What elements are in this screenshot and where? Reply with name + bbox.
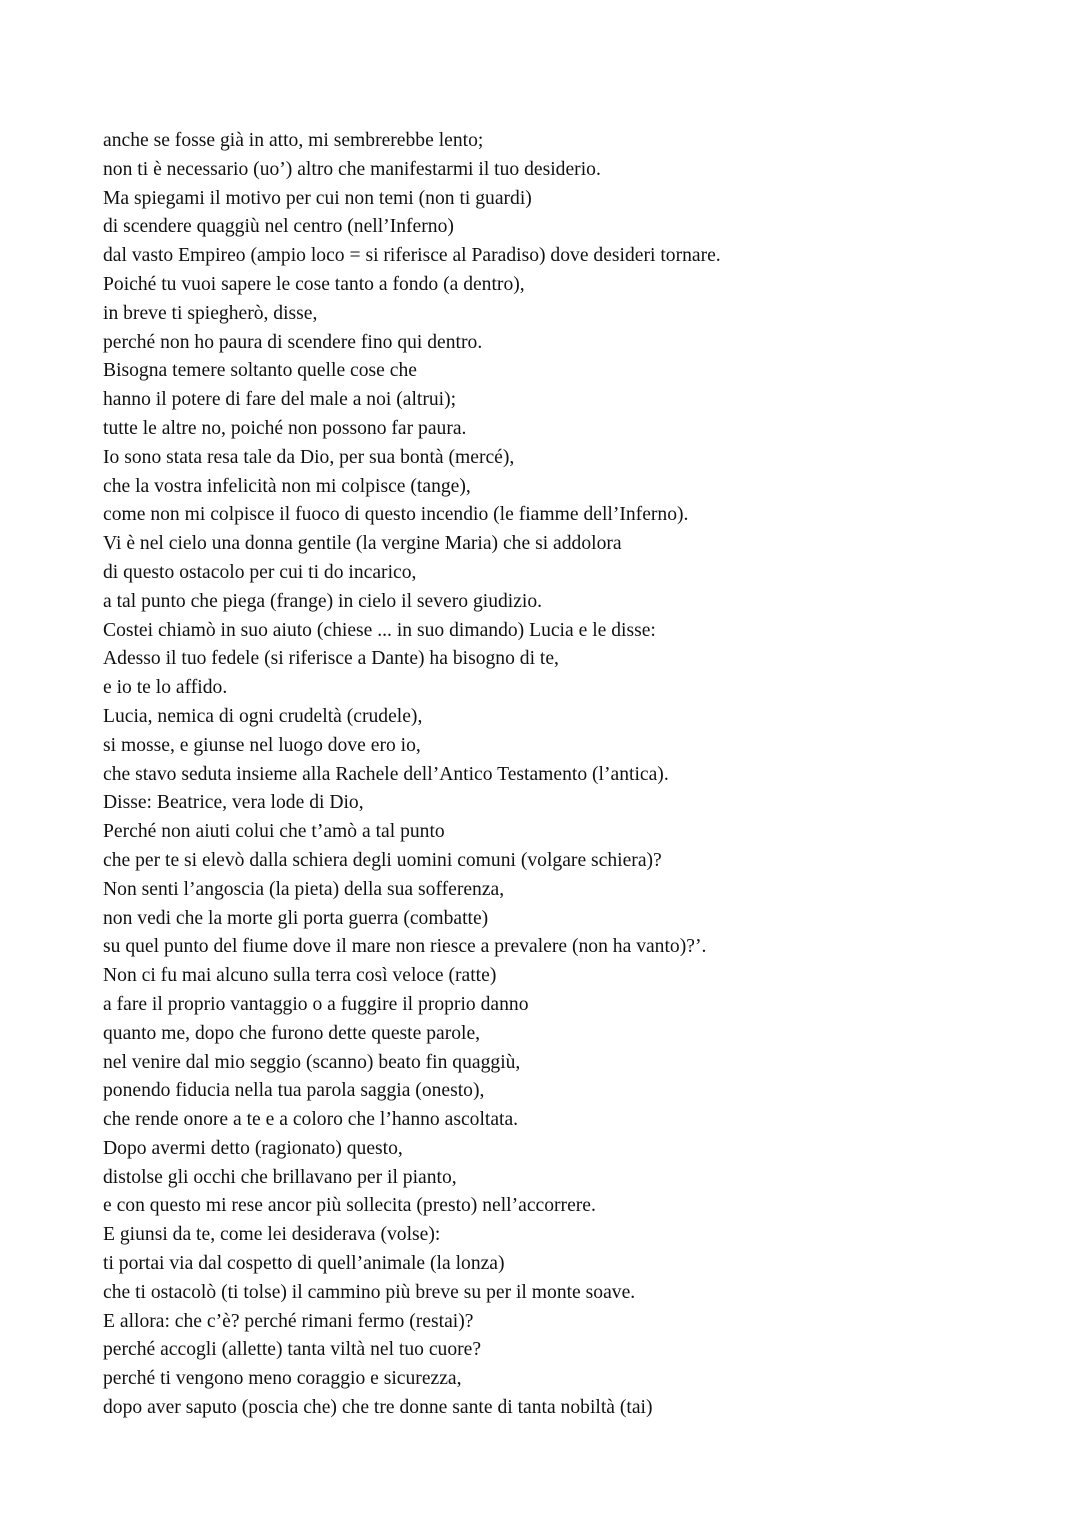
text-line: Io sono stata resa tale da Dio, per sua bontà (mercé), xyxy=(103,446,515,468)
text-line: Ma spiegami il motivo per cui non temi (non ti guardi) xyxy=(103,187,532,209)
text-line: che la vostra infelicità non mi colpisce (tange), xyxy=(103,475,471,497)
text-line: di scendere quaggiù nel centro (nell’Inferno) xyxy=(103,216,454,238)
text-line: Lucia, nemica di ogni crudeltà (crudele), xyxy=(103,705,423,727)
text-line: E giunsi da te, come lei desiderava (volse): xyxy=(103,1224,441,1246)
text-line: anche se fosse già in atto, mi sembrerebbe lento; xyxy=(103,130,484,151)
text-line: Non ci fu mai alcuno sulla terra così veloce (ratte) xyxy=(103,965,497,987)
text-line: non vedi che la morte gli porta guerra (combatte) xyxy=(103,907,489,929)
text-line: su quel punto del fiume dove il mare non riesce a prevalere (non ha vanto)?’. xyxy=(103,936,707,958)
text-line: Dopo avermi detto (ragionato) questo, xyxy=(103,1137,403,1159)
text-line: quanto me, dopo che furono dette queste parole, xyxy=(103,1022,481,1044)
text-line: si mosse, e giunse nel luogo dove ero io, xyxy=(103,734,421,756)
text-line: dal vasto Empireo (ampio loco = si riferisce al Paradiso) dove desideri tornare. xyxy=(103,245,721,267)
text-line: come non mi colpisce il fuoco di questo incendio (le fiamme dell’Inferno). xyxy=(103,504,689,526)
text-line: che per te si elevò dalla schiera degli uomini comuni (volgare schiera)? xyxy=(103,849,662,871)
text-line: Poiché tu vuoi sapere le cose tanto a fondo (a dentro), xyxy=(103,273,525,295)
text-line: ti portai via dal cospetto di quell’animale (la lonza) xyxy=(103,1253,505,1275)
text-line: perché non ho paura di scendere fino qui dentro. xyxy=(103,331,483,353)
text-line: e io te lo affido. xyxy=(103,677,228,699)
text-line: che ti ostacolò (ti tolse) il cammino più breve su per il monte soave. xyxy=(103,1281,636,1303)
text-line: Non senti l’angoscia (la pieta) della sua sofferenza, xyxy=(103,878,505,900)
text-line: nel venire dal mio seggio (scanno) beato fin quaggiù, xyxy=(103,1051,521,1073)
text-line: Vi è nel cielo una donna gentile (la vergine Maria) che si addolora xyxy=(103,533,622,555)
text-line: Adesso il tuo fedele (si riferisce a Dante) ha bisogno di te, xyxy=(103,648,559,670)
text-line: distolse gli occhi che brillavano per il pianto, xyxy=(103,1166,457,1188)
paraphrase-text xyxy=(103,127,1043,1423)
text-line: Disse: Beatrice, vera lode di Dio, xyxy=(103,792,364,814)
text-line: dopo aver saputo (poscia che) che tre donne sante di tanta nobiltà (tai) xyxy=(103,1397,653,1419)
text-line: e con questo mi rese ancor più sollecita (presto) nell’accorrere. xyxy=(103,1195,596,1217)
text-line: di questo ostacolo per cui ti do incarico, xyxy=(103,561,417,583)
text-line: ponendo fiducia nella tua parola saggia (onesto), xyxy=(103,1080,485,1102)
text-line: Bisogna temere soltanto quelle cose che xyxy=(103,360,417,382)
text-line: in breve ti spiegherò, disse, xyxy=(103,302,318,324)
text-line: tutte le altre no, poiché non possono far paura. xyxy=(103,417,467,439)
text-line: E allora: che c’è? perché rimani fermo (restai)? xyxy=(103,1310,474,1332)
text-line: che rende onore a te e a coloro che l’hanno ascoltata. xyxy=(103,1109,519,1131)
text-line: perché accogli (allette) tanta viltà nel tuo cuore? xyxy=(103,1339,482,1361)
text-line: che stavo seduta insieme alla Rachele dell’Antico Testamento (l’antica). xyxy=(103,763,669,785)
text-line: non ti è necessario (uo’) altro che manifestarmi il tuo desiderio. xyxy=(103,158,601,180)
text-line: hanno il potere di fare del male a noi (altrui); xyxy=(103,389,457,411)
text-line: perché ti vengono meno coraggio e sicurezza, xyxy=(103,1368,462,1390)
text-line: Perché non aiuti colui che t’amò a tal punto xyxy=(103,821,445,843)
text-line: a fare il proprio vantaggio o a fuggire il proprio danno xyxy=(103,993,529,1015)
text-line: Costei chiamò in suo aiuto (chiese ... in suo dimando) Lucia e le disse: xyxy=(103,619,656,641)
text-line: a tal punto che piega (frange) in cielo il severo giudizio. xyxy=(103,590,543,612)
